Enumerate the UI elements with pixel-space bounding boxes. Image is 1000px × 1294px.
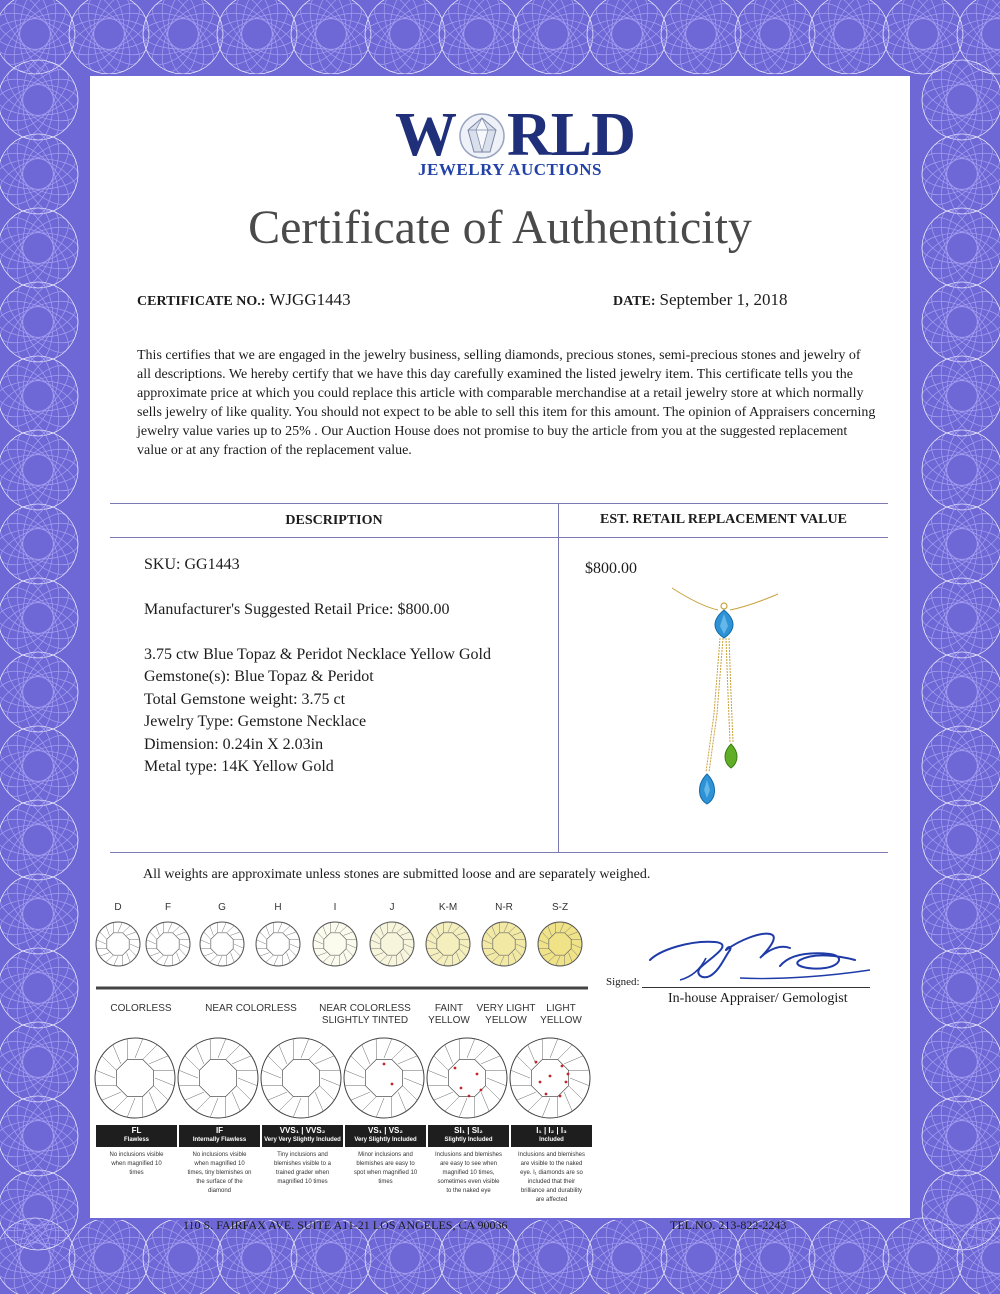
color-grade-diamond bbox=[538, 922, 582, 966]
clarity-description-line: to the naked eye bbox=[446, 1188, 491, 1194]
clarity-grade-header bbox=[428, 1125, 509, 1147]
clarity-grade-header bbox=[511, 1125, 592, 1147]
clarity-description-line: are affected bbox=[535, 1197, 568, 1203]
inclusion-mark bbox=[383, 1063, 386, 1066]
color-group-label-line: YELLOW bbox=[540, 1015, 582, 1026]
clarity-description-line: No inclusions visible bbox=[109, 1152, 164, 1158]
color-group-label bbox=[536, 1003, 586, 1027]
clarity-description-line: brilliance and durability bbox=[520, 1188, 583, 1194]
clarity-grade-name: Very Slightly Included bbox=[354, 1137, 417, 1143]
clarity-description-line: when magnified 10 bbox=[194, 1161, 245, 1167]
color-grade-letter: N-R bbox=[495, 902, 513, 913]
appraiser-title: In-house Appraiser/ Gemologist bbox=[668, 991, 848, 1006]
clarity-description-line: the surface of the bbox=[196, 1179, 243, 1185]
clarity-grade: VVS₁ | VVS₂ bbox=[279, 1126, 326, 1135]
clarity-grade-header bbox=[96, 1125, 177, 1147]
inclusion-mark bbox=[559, 1095, 562, 1098]
certificate-title: Certificate of Authenticity bbox=[248, 201, 752, 254]
color-group-label-line: COLORLESS bbox=[110, 1003, 172, 1014]
color-grade-diamond bbox=[96, 922, 140, 966]
color-grade-letter: F bbox=[164, 902, 172, 913]
sku: SKU: GG1443 bbox=[144, 556, 240, 573]
inclusion-mark bbox=[535, 1061, 538, 1064]
clarity-diamond bbox=[95, 1038, 175, 1118]
clarity-grade: SI₁ | SI₂ bbox=[454, 1126, 483, 1135]
clarity-description-line: spot when magnified 10 bbox=[353, 1170, 418, 1176]
clarity-description-line: sometimes even visible bbox=[437, 1179, 500, 1185]
color-grade-diamond bbox=[146, 922, 190, 966]
clarity-grade-name: Flawless bbox=[123, 1137, 149, 1143]
diamond-logo-icon bbox=[458, 110, 506, 160]
retail-value: $800.00 bbox=[585, 560, 637, 577]
clarity-diamond bbox=[261, 1038, 341, 1118]
color-grade-letter: K-M bbox=[438, 902, 458, 913]
color-group-label bbox=[476, 1003, 536, 1027]
clarity-description-line: Inclusions and blemishes bbox=[517, 1152, 586, 1158]
date-value: September 1, 2018 bbox=[659, 290, 788, 309]
inclusion-mark bbox=[391, 1083, 394, 1086]
color-grade-diamond bbox=[482, 922, 526, 966]
color-group-label-line: NEAR COLORLESS bbox=[205, 1003, 297, 1014]
color-grade-diamond bbox=[426, 922, 470, 966]
brand-word-right: RLD bbox=[507, 101, 635, 169]
clarity-diamond bbox=[344, 1038, 424, 1118]
clarity-description-line: times bbox=[129, 1170, 144, 1176]
inclusion-mark bbox=[460, 1087, 463, 1090]
color-grade-letter: S-Z bbox=[551, 902, 569, 913]
color-group-label bbox=[96, 1003, 186, 1015]
table-top-rule bbox=[110, 503, 888, 504]
clarity-description-line: are visible to the naked bbox=[520, 1161, 583, 1167]
detail-line: Metal type: 14K Yellow Gold bbox=[144, 758, 334, 775]
clarity-description bbox=[179, 1151, 260, 1196]
detail-line: Jewelry Type: Gemstone Necklace bbox=[144, 713, 367, 730]
detail-line: Gemstone(s): Blue Topaz & Peridot bbox=[144, 668, 374, 685]
inclusion-mark bbox=[567, 1073, 570, 1076]
clarity-description-line: blemishes are easy to bbox=[356, 1161, 415, 1167]
clarity-description-line: times, tiny blemishes on bbox=[187, 1170, 252, 1176]
clarity-description-line: Minor inclusions and bbox=[358, 1152, 413, 1158]
inclusion-mark bbox=[480, 1089, 483, 1092]
clarity-description bbox=[428, 1151, 509, 1196]
clarity-description bbox=[511, 1151, 592, 1205]
color-grade-letter: H bbox=[274, 902, 282, 913]
clarity-grade: VS₁ | VS₂ bbox=[368, 1126, 403, 1135]
clarity-diamond bbox=[427, 1038, 507, 1118]
clarity-grade-header bbox=[179, 1125, 260, 1147]
clarity-grade: I₁ | I₂ | I₃ bbox=[536, 1126, 567, 1135]
clarity-description-line: are easy to see when bbox=[439, 1161, 498, 1167]
clarity-grade-name: Slightly Included bbox=[444, 1137, 493, 1143]
color-grade-letter: D bbox=[114, 902, 122, 913]
color-group-label-line: YELLOW bbox=[428, 1015, 470, 1026]
color-grade-diamond bbox=[313, 922, 357, 966]
inclusion-mark bbox=[539, 1081, 542, 1084]
clarity-grade-name: Included bbox=[539, 1137, 564, 1143]
date-label: DATE: bbox=[613, 294, 656, 309]
clarity-grade: IF bbox=[215, 1126, 224, 1135]
inclusion-mark bbox=[561, 1065, 564, 1068]
certification-statement: This certifies that we are engaged in the jewelry business, selling diamonds, precious stones, semi-precious stones and jewelry of all descriptions. We hereby certify that we have this day carefully examined the listed jewelry item. This certificate tells you the approximate price at which you could replace this article with comparable merchandise at a retail jewelry store at which normally sells jewelry of like quality. You should not expect to be able to sell this item for this amount. The opinion of Appraisers concerning jewelry value varies up to 25% . Our Auction House does not promise to buy the article from you at the suggested replacement value or at any fraction of the replacement value. bbox=[137, 348, 876, 458]
color-group-label-line: LIGHT bbox=[546, 1003, 576, 1014]
clarity-diamond bbox=[178, 1038, 258, 1118]
color-group-label-line: VERY LIGHT bbox=[476, 1003, 536, 1014]
clarity-grade-name: Very Very Slightly Included bbox=[264, 1137, 341, 1143]
clarity-grade: FL bbox=[131, 1126, 142, 1135]
signature-image bbox=[640, 910, 880, 990]
clarity-description-line: diamond bbox=[207, 1188, 231, 1194]
clarity-description-line: when magnified 10 bbox=[111, 1161, 162, 1167]
color-group-label-line: FAINT bbox=[434, 1003, 464, 1014]
clarity-description-line: Tiny inclusions and bbox=[277, 1152, 328, 1158]
color-grade-diamond bbox=[200, 922, 244, 966]
clarity-grade-header bbox=[262, 1125, 343, 1147]
clarity-description-line: trained grader when bbox=[275, 1170, 330, 1176]
clarity-description-line: blemishes visible to a bbox=[273, 1161, 332, 1167]
table-column-divider bbox=[558, 503, 559, 852]
color-group-label bbox=[424, 1003, 474, 1027]
clarity-description-line: magnified 10 times bbox=[277, 1179, 328, 1185]
color-grade-letter: I bbox=[333, 902, 337, 913]
certificate-number-label: CERTIFICATE NO.: bbox=[137, 294, 266, 309]
color-group-label-line: SLIGHTLY TINTED bbox=[321, 1015, 409, 1026]
inclusion-mark bbox=[545, 1093, 548, 1096]
clarity-description-line: included that their bbox=[527, 1179, 576, 1185]
clarity-description-line: eye. I₁ diamonds are so bbox=[520, 1170, 583, 1176]
clarity-grade-name: Internally Flawless bbox=[192, 1137, 247, 1143]
certificate-date bbox=[613, 290, 787, 310]
clarity-diamond bbox=[510, 1038, 590, 1118]
clarity-description-line: times bbox=[378, 1179, 393, 1185]
inclusion-mark bbox=[565, 1081, 568, 1084]
necklace-photo bbox=[670, 584, 780, 824]
color-group-label bbox=[196, 1003, 306, 1015]
color-grade-diamond bbox=[256, 922, 300, 966]
clarity-description-line: Inclusions and blemishes bbox=[434, 1152, 503, 1158]
table-bottom-rule bbox=[110, 852, 888, 853]
color-group-label bbox=[310, 1003, 420, 1027]
color-grade-diamond bbox=[370, 922, 414, 966]
table-header-rule bbox=[110, 537, 888, 538]
inclusion-mark bbox=[549, 1075, 552, 1078]
inclusion-mark bbox=[476, 1073, 479, 1076]
color-grade-letter: J bbox=[389, 902, 395, 913]
description-header: DESCRIPTION bbox=[285, 513, 383, 528]
detail-line: 3.75 ctw Blue Topaz & Peridot Necklace Yellow Gold bbox=[144, 646, 491, 663]
color-grade-diamonds bbox=[92, 916, 592, 1002]
clarity-description bbox=[262, 1151, 343, 1187]
clarity-description-line: magnified 10 times, bbox=[442, 1170, 495, 1176]
brand-logo bbox=[395, 101, 635, 184]
clarity-description bbox=[345, 1151, 426, 1187]
value-header: EST. RETAIL REPLACEMENT VALUE bbox=[600, 512, 847, 527]
color-group-label-line: NEAR COLORLESS bbox=[319, 1003, 411, 1014]
msrp: Manufacturer's Suggested Retail Price: $800.00 bbox=[144, 601, 450, 618]
signed-label: Signed: bbox=[606, 976, 640, 988]
clarity-diamonds bbox=[94, 1030, 594, 1126]
color-group-label-line: YELLOW bbox=[485, 1015, 527, 1026]
brand-subtitle: JEWELRY AUCTIONS bbox=[418, 160, 602, 179]
color-grade-letter: G bbox=[218, 902, 226, 913]
brand-word-left: W bbox=[395, 101, 456, 169]
inclusion-mark bbox=[468, 1095, 471, 1098]
certificate-number-value: WJGG1443 bbox=[269, 290, 351, 309]
inclusion-mark bbox=[454, 1067, 457, 1070]
footer-telephone: TEL.NO. 213-822-2243 bbox=[670, 1218, 787, 1232]
detail-line: Dimension: 0.24in X 2.03in bbox=[144, 736, 324, 753]
clarity-description-line: No inclusions visible bbox=[192, 1152, 247, 1158]
clarity-description bbox=[96, 1151, 177, 1178]
weights-note: All weights are approximate unless stones are submitted loose and are separately weighed. bbox=[143, 867, 651, 882]
detail-line: Total Gemstone weight: 3.75 ct bbox=[144, 691, 346, 708]
clarity-grade-header bbox=[345, 1125, 426, 1147]
footer-address: 110 S. FAIRFAX AVE. SUITE A11-21 LOS ANGELES, CA 90036 bbox=[183, 1218, 508, 1232]
certificate-number bbox=[137, 290, 351, 310]
